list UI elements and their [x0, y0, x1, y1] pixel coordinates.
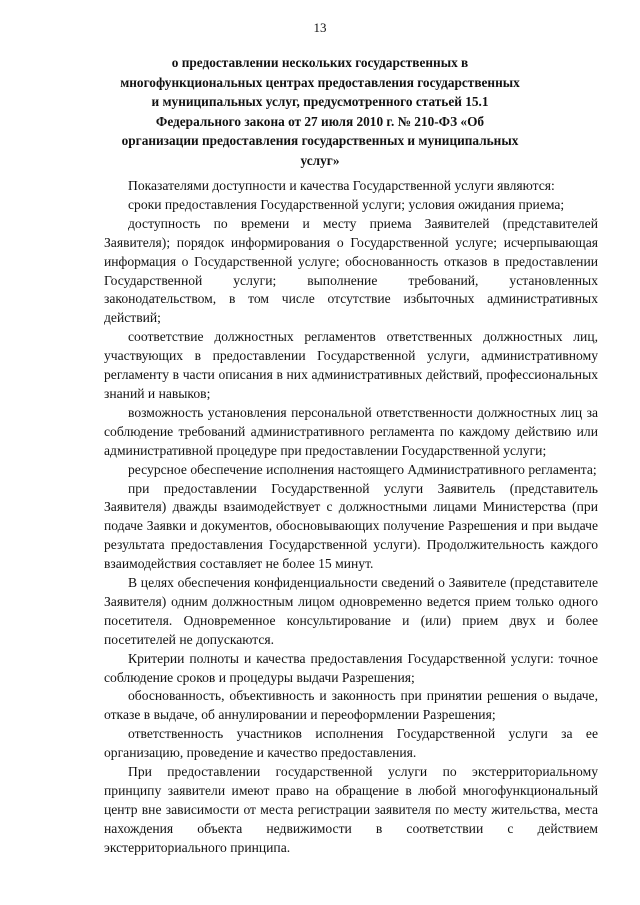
- paragraph: при предоставлении Государственной услуги Заявитель (представитель Заявителя) дважды взаимодействует с должностными лицами Министерства (при подаче Заявки и документов, обосновывающих получение Разрешения и при выдаче результата предоставления Государственной услуги). Продолжительность каждого взаимодействия составляет не более 15 минут.: [104, 480, 598, 572]
- paragraph: При предоставлении государственной услуги по экстерриториальному принципу заявители имеют право на обращение в любой многофункциональный центр вне зависимости от места регистрации заявителя по месту жительства, места нахождения объекта недвижимости в соответствии с действием экстерриториального принципа.: [104, 764, 598, 855]
- paragraph: доступность по времени и месту приема Заявителей (представителей Заявителя); порядок информирования о Государственной услуге; исчерпывающая информация о Государственной услуге; обоснованность отказов в предоставлении Государственной услуги; выполнение требований, установленных законодательством, в том числе отсутствие избыточных административных действий;: [104, 215, 598, 326]
- page-number: 13: [313, 20, 327, 35]
- paragraph: ресурсное обеспечение исполнения настоящего Административного регламента;: [128, 461, 597, 477]
- paragraph: обоснованность, объективность и законность при принятии решения о выдаче, отказе в выдаче, об аннулировании и переоформлении Разрешения;: [104, 688, 598, 723]
- paragraph: соответствие должностных регламентов ответственных должностных лиц, участвующих в предоставлении Государственной услуги, административному регламенту в части описания в них административных действий, профессиональных знаний и навыков;: [104, 329, 598, 401]
- paragraph: сроки предоставления Государственной услуги; условия ожидания приема;: [128, 196, 565, 212]
- section-heading: о предоставлении нескольких государственных в многофункциональных центрах предоставления государственных и муниципальных услуг, предусмотренного статьей 15.1 Федерального закона от 27 июля 2010 г. № 210-ФЗ «Об организации предоставления государственных и муниципальных услуг»: [120, 55, 520, 168]
- paragraph: возможность установления персональной ответственности должностных лиц за соблюдение требований административного регламента по каждому действию или административной процедуре при предоставлении Государственной услуги;: [104, 404, 598, 458]
- paragraph: ответственность участников исполнения Государственной услуги за ее организацию, проведение и качество предоставления.: [104, 726, 598, 761]
- paragraph: Критерии полноты и качества предоставления Государственной услуги: точное соблюдение сроков и процедуры выдачи Разрешения;: [104, 650, 598, 685]
- body-text: [104, 177, 598, 858]
- paragraph: Показателями доступности и качества Государственной услуги являются:: [128, 178, 555, 193]
- paragraph: В целях обеспечения конфиденциальности сведений о Заявителе (представителе Заявителя) одним должностным лицом одновременно ведется прием только одного посетителя. Одновременное консультирование и (или) прием двух и более посетителей не допускаются.: [104, 575, 598, 647]
